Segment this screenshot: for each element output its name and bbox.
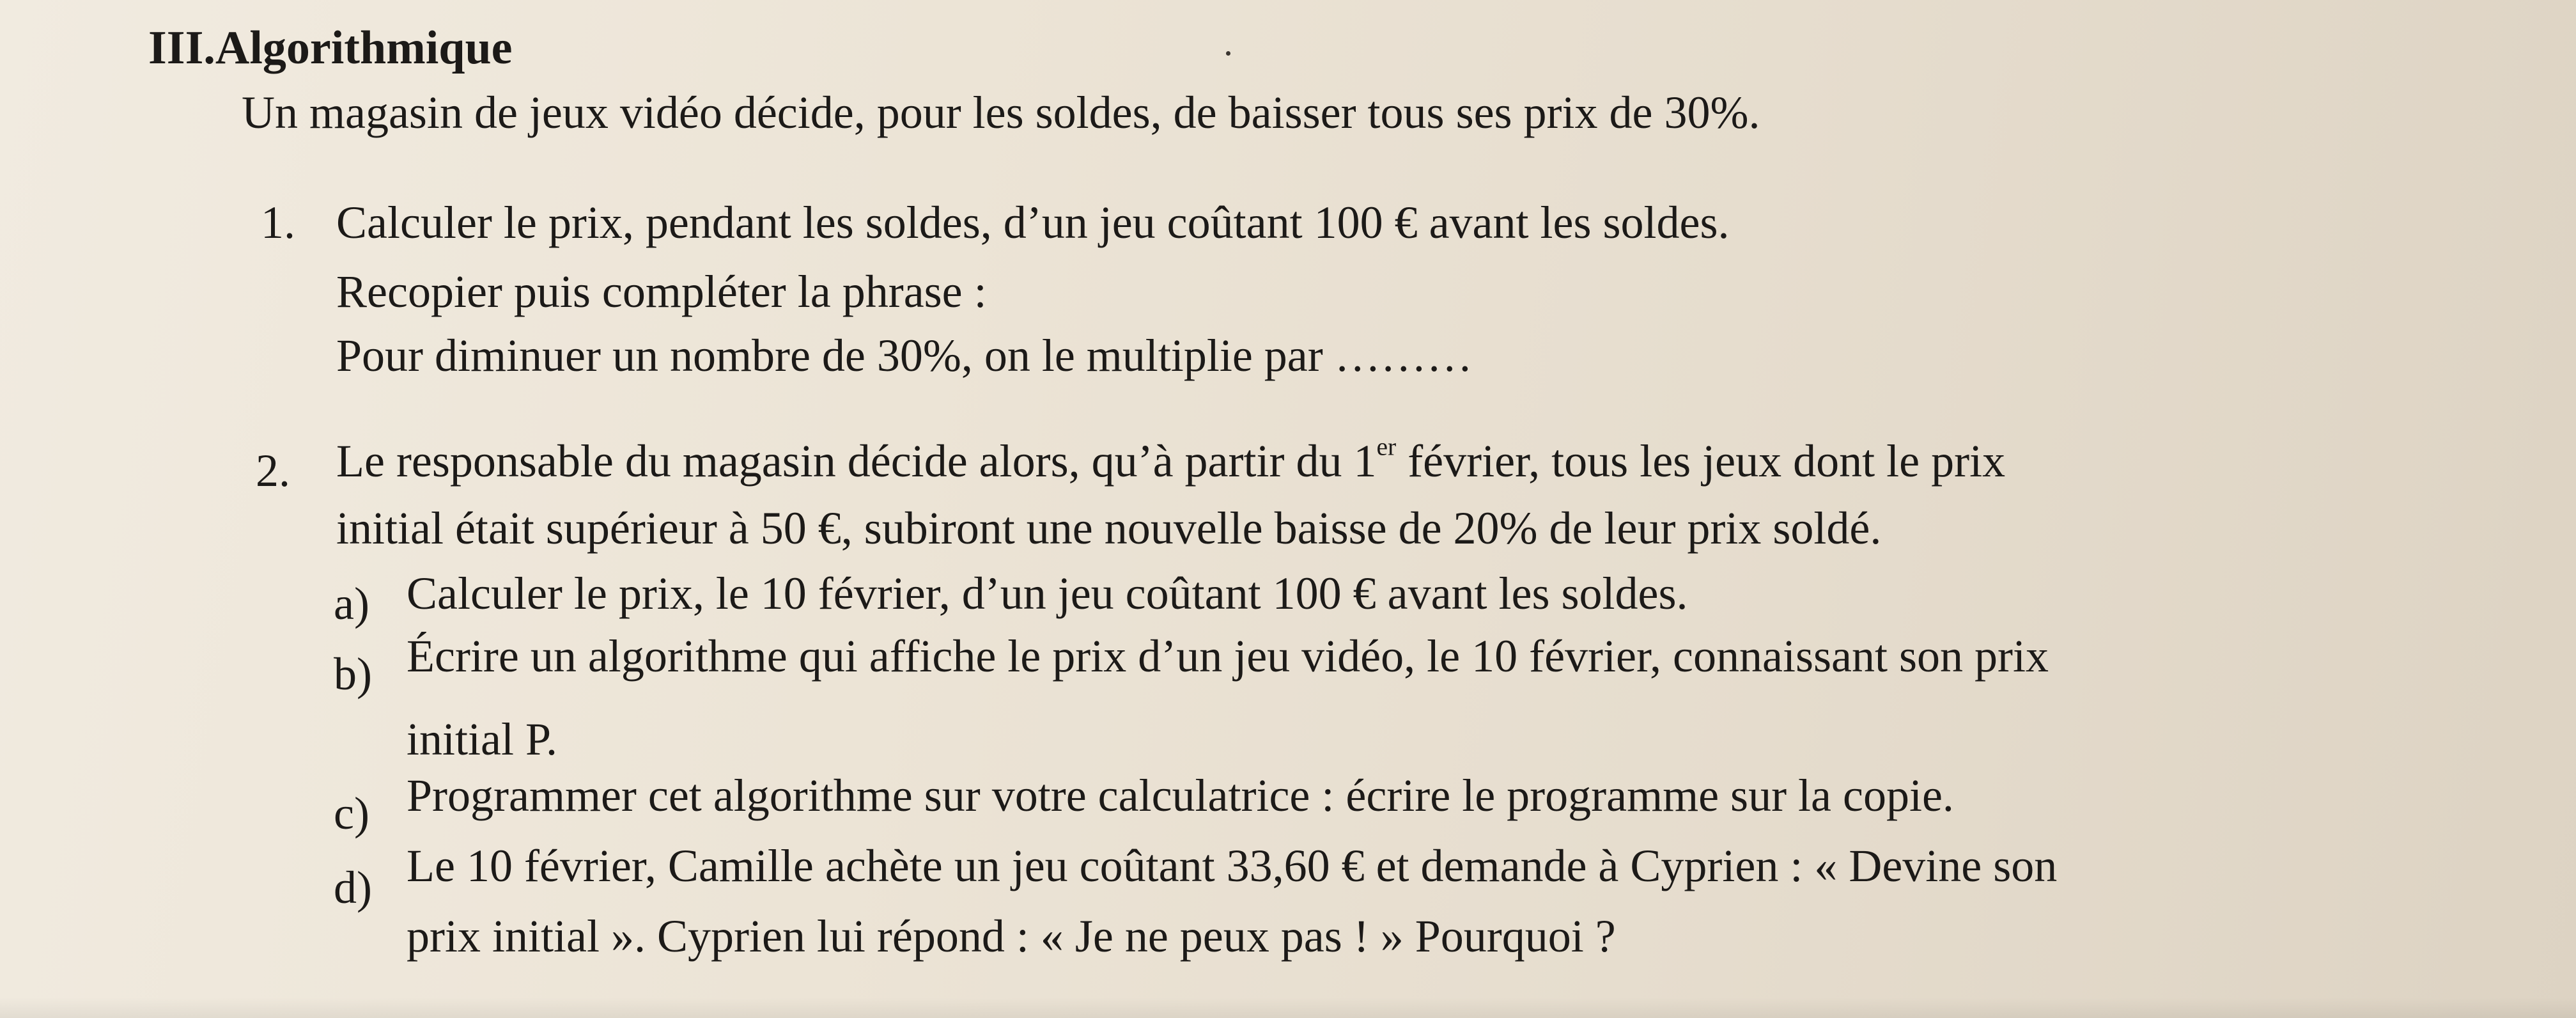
question-2c-label: c) — [334, 788, 369, 839]
question-2a-label: a) — [334, 578, 369, 629]
question-2-number: 2. — [256, 445, 290, 496]
question-2-superscript: er — [1376, 432, 1397, 461]
question-2d-line-1: Le 10 février, Camille achète un jeu coûtant 33,60 € et demande à Cyprien : « Devine son — [407, 840, 2058, 891]
paper-speck — [1226, 51, 1230, 56]
question-1-line-1: Calculer le prix, pendant les soldes, d’un jeu coûtant 100 € avant les soldes. — [336, 197, 1730, 248]
question-2d-label: d) — [334, 862, 372, 913]
question-1-line-3: Pour diminuer un nombre de 30%, on le multiplie par ……… — [336, 330, 1473, 381]
question-2-line-1-end: février, tous les jeux dont le prix — [1396, 435, 2006, 487]
question-2d-line-2: prix initial ». Cyprien lui répond : « Je ne peux pas ! » Pourquoi ? — [407, 911, 1616, 962]
paper-bottom-shadow — [0, 998, 2576, 1018]
question-2-line-1 — [336, 432, 2006, 487]
question-2b-label: b) — [334, 648, 372, 700]
section-number: III. — [148, 22, 215, 74]
question-2-line-2: initial était supérieur à 50 €, subiront une nouvelle baisse de 20% de leur prix soldé. — [336, 503, 1882, 554]
intro-text: Un magasin de jeux vidéo décide, pour les soldes, de baisser tous ses prix de 30%. — [242, 87, 1760, 138]
question-2a-text: Calculer le prix, le 10 février, d’un jeu coûtant 100 € avant les soldes. — [407, 568, 1688, 619]
section-heading — [148, 24, 512, 72]
question-2c-text: Programmer cet algorithme sur votre calculatrice : écrire le programme sur la copie. — [407, 770, 1954, 821]
section-title: Algorithmique — [215, 22, 513, 74]
question-1-number: 1. — [261, 197, 295, 248]
question-1-line-2: Recopier puis compléter la phrase : — [336, 266, 987, 317]
question-2b-line-1: Écrire un algorithme qui affiche le prix d’un jeu vidéo, le 10 février, connaissant son prix — [407, 630, 2049, 682]
question-2-line-1-start: Le responsable du magasin décide alors, qu’à partir du 1 — [336, 435, 1377, 487]
question-2b-line-2: initial P. — [407, 714, 558, 765]
